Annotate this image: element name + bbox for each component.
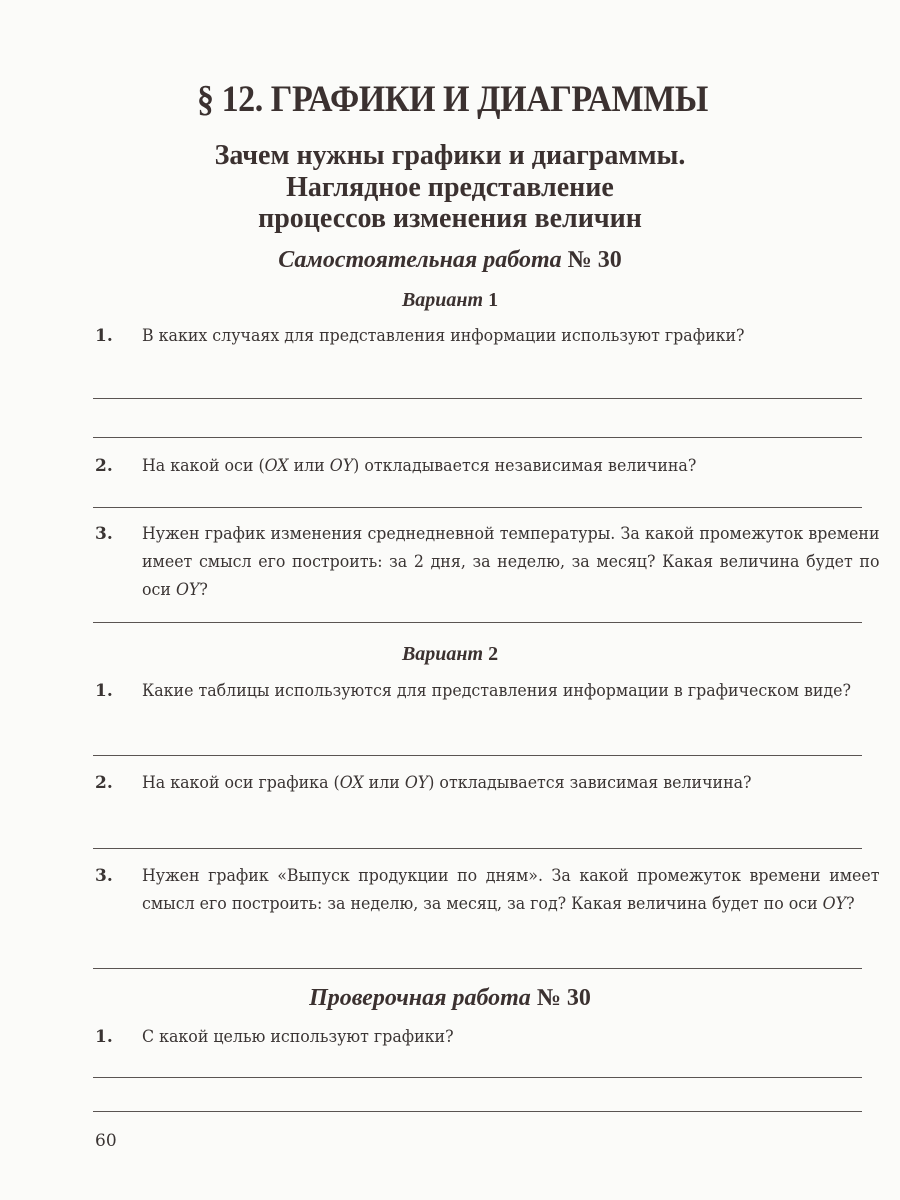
variant-label: Вариант bbox=[401, 289, 484, 311]
answer-line[interactable] bbox=[93, 398, 862, 399]
subtitle-line-2: Наглядное представление bbox=[286, 172, 614, 203]
question-text: В каких случаях для представления информации используют графики? bbox=[142, 326, 745, 346]
question-number: 3. bbox=[95, 524, 113, 544]
question-text: Нужен график «Выпуск продукции по дням». За какой промежуток времени имеет смысл его построить: за неделю, за месяц, за год? Какая величина будет по оси OY? bbox=[142, 866, 880, 914]
question-number: 3. bbox=[95, 866, 113, 886]
question-text: На какой оси графика (OX или OY) откладывается зависимая величина? bbox=[142, 773, 752, 793]
check-work-heading bbox=[0, 985, 900, 1012]
question-text: На какой оси (OX или OY) откладывается независимая величина? bbox=[142, 456, 697, 476]
variant-1-heading bbox=[0, 289, 900, 312]
question-number: 2. bbox=[95, 456, 113, 476]
variant-number: 1 bbox=[488, 289, 499, 311]
chapter-title: § 12. ГРАФИКИ И ДИАГРАММЫ bbox=[196, 79, 708, 120]
answer-line[interactable] bbox=[93, 755, 862, 756]
page-number: 60 bbox=[95, 1131, 117, 1151]
independent-work-heading bbox=[0, 247, 900, 274]
question-text: Какие таблицы используются для представления информации в графическом виде? bbox=[142, 681, 851, 701]
answer-line[interactable] bbox=[93, 1077, 862, 1078]
variant-label: Вариант bbox=[401, 643, 484, 665]
question-number: 1. bbox=[95, 1027, 113, 1047]
independent-work-number: № 30 bbox=[567, 247, 622, 273]
check-work-title: Проверочная работа bbox=[309, 985, 531, 1011]
question-text: С какой целью используют графики? bbox=[142, 1027, 454, 1047]
answer-line[interactable] bbox=[93, 848, 862, 849]
subtitle-line-3: процессов изменения величин bbox=[258, 203, 642, 234]
question-number: 1. bbox=[95, 681, 113, 701]
check-work-number: № 30 bbox=[536, 985, 591, 1011]
question-number: 2. bbox=[95, 773, 113, 793]
answer-line[interactable] bbox=[93, 437, 862, 438]
subtitle-line-1: Зачем нужны графики и диаграммы. bbox=[214, 140, 686, 171]
question-number: 1. bbox=[95, 326, 113, 346]
independent-work-title: Самостоятельная работа bbox=[278, 247, 562, 273]
question-text: Нужен график изменения среднедневной температуры. За какой промежуток времени имеет смысл его построить: за 2 дня, за неделю, за месяц? Какая величина будет по оси OY? bbox=[142, 524, 880, 600]
answer-line[interactable] bbox=[93, 622, 862, 623]
variant-number: 2 bbox=[488, 643, 499, 665]
answer-line[interactable] bbox=[93, 1111, 862, 1112]
answer-line[interactable] bbox=[93, 968, 862, 969]
variant-2-heading bbox=[0, 643, 900, 666]
answer-line[interactable] bbox=[93, 507, 862, 508]
